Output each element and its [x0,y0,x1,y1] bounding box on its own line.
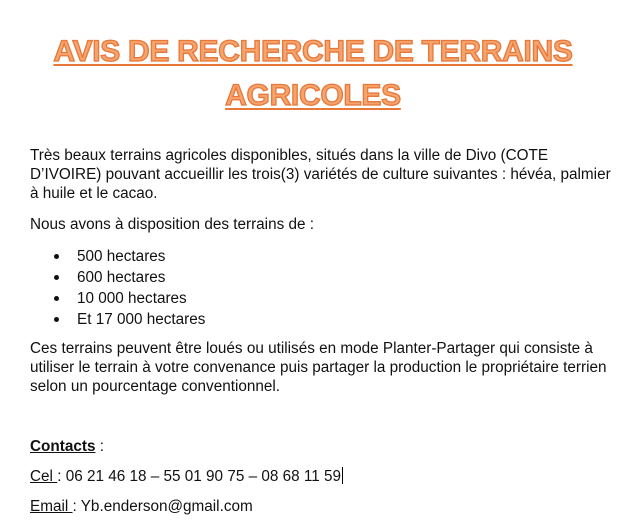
list-item-text: 500 hectares [77,248,166,265]
email-label: Email [30,498,73,515]
phone-separator: : [57,468,66,485]
conditions-paragraph: Ces terrains peuvent être loués ou utilisés en mode Planter-Partager qui consiste à utiliser le terrain à votre convenance puis partager la production le propriétaire terrien selon un pourcentage conventionnel. [30,340,607,395]
phone-line [30,467,343,486]
land-size-list [30,246,205,330]
bullet-icon [54,317,59,322]
contacts-label: Contacts [30,438,96,455]
list-item [30,309,205,330]
availability-intro: Nous avons à disposition des terrains de : [30,216,315,233]
bullet-icon [54,296,59,301]
bullet-icon [54,275,59,280]
contacts-suffix: : [95,438,104,455]
document-title-line-1: AVIS DE RECHERCHE DE TERRAINS [53,35,573,68]
document-title-line-2: AGRICOLES [225,79,401,112]
email-separator: : [72,498,81,515]
list-item-text: Et 17 000 hectares [77,311,206,328]
email-address[interactable]: Yb.enderson@gmail.com [80,498,253,515]
contacts-heading [30,437,104,456]
list-item [30,267,205,288]
list-item-text: 10 000 hectares [77,290,187,307]
phone-numbers[interactable]: 06 21 46 18 – 55 01 90 75 – 08 68 11 59 [65,468,342,485]
text-cursor [342,467,343,484]
intro-paragraph: Très beaux terrains agricoles disponibles, situés dans la ville de Divo (COTE D’IVOIRE) pouvant accueillir les trois(3) variétés de culture suivantes : hévéa, palmier à huile et le cacao. [30,147,611,202]
list-item [30,288,205,309]
list-item-text: 600 hectares [77,269,166,286]
email-line [30,497,253,516]
phone-label: Cel [30,468,58,485]
bullet-icon [54,254,59,259]
list-item [30,246,205,267]
